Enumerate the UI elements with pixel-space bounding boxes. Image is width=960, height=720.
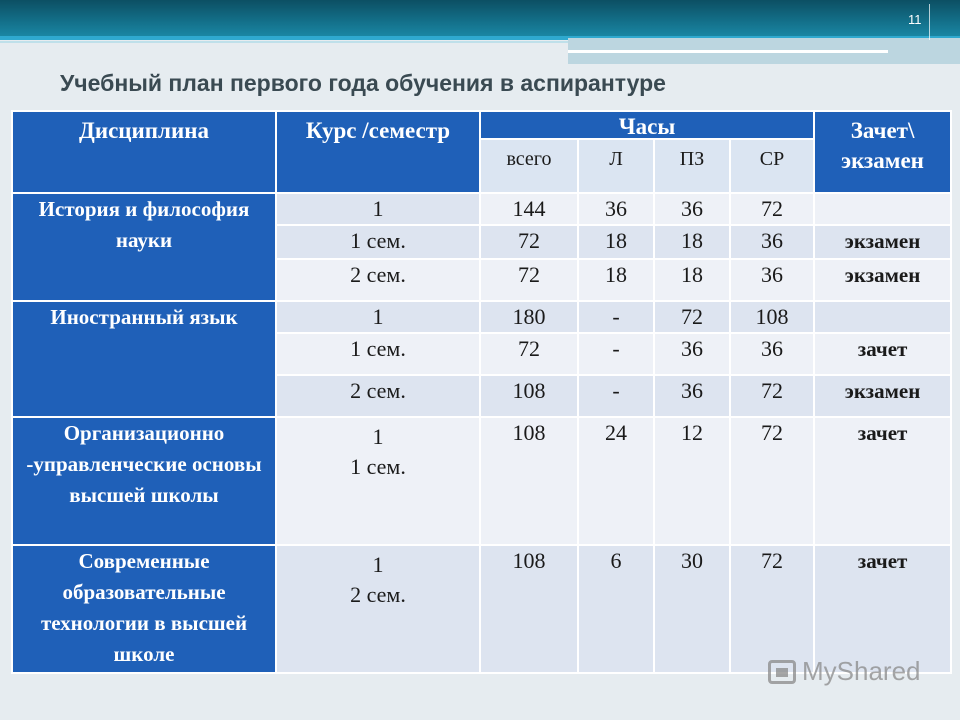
decor-line — [568, 50, 888, 53]
course-year: 1 — [372, 424, 384, 449]
course-semester: 1 сем. — [350, 454, 406, 479]
slide-number-divider — [929, 4, 930, 40]
total-cell: 108 — [480, 545, 578, 673]
exam-cell: зачет — [814, 333, 951, 375]
discipline-cell: Иностранный язык — [12, 301, 276, 417]
self-study-cell: 36 — [730, 225, 814, 259]
course-cell — [276, 545, 480, 673]
practice-cell: 18 — [654, 225, 730, 259]
total-cell: 108 — [480, 375, 578, 417]
course-cell: 1 — [276, 301, 480, 333]
lectures-cell: 6 — [578, 545, 654, 673]
header-discipline: Дисциплина — [12, 111, 276, 193]
exam-cell — [814, 193, 951, 225]
watermark — [768, 656, 921, 687]
header-self-study: СР — [730, 139, 814, 193]
practice-cell: 72 — [654, 301, 730, 333]
self-study-cell: 36 — [730, 333, 814, 375]
lectures-cell: - — [578, 375, 654, 417]
course-cell: 2 сем. — [276, 375, 480, 417]
course-cell: 2 сем. — [276, 259, 480, 301]
discipline-cell: Организационно -управленческие основы высшей школы — [12, 417, 276, 545]
header-course: Курс /семестр — [276, 111, 480, 193]
header-exam: Зачет\ экзамен — [814, 111, 951, 193]
total-cell: 72 — [480, 259, 578, 301]
slide-number: 11 — [908, 12, 922, 27]
course-semester: 2 сем. — [350, 582, 406, 607]
total-cell: 108 — [480, 417, 578, 545]
practice-cell: 36 — [654, 193, 730, 225]
self-study-cell: 72 — [730, 545, 814, 673]
practice-cell: 12 — [654, 417, 730, 545]
total-cell: 72 — [480, 225, 578, 259]
lectures-cell: 18 — [578, 259, 654, 301]
curriculum-table — [11, 110, 952, 674]
practice-cell: 36 — [654, 375, 730, 417]
practice-cell: 18 — [654, 259, 730, 301]
exam-cell: экзамен — [814, 225, 951, 259]
lectures-cell: - — [578, 333, 654, 375]
top-banner — [0, 0, 960, 36]
self-study-cell: 108 — [730, 301, 814, 333]
table-row — [12, 301, 951, 333]
table-row — [12, 193, 951, 225]
discipline-cell: История и философия науки — [12, 193, 276, 301]
course-cell: 1 — [276, 193, 480, 225]
table-row — [12, 545, 951, 673]
course-cell: 1 сем. — [276, 225, 480, 259]
presentation-icon — [768, 660, 796, 684]
table-row — [12, 417, 951, 545]
header-hours: Часы — [480, 111, 814, 139]
exam-cell: экзамен — [814, 259, 951, 301]
lectures-cell: - — [578, 301, 654, 333]
self-study-cell: 72 — [730, 417, 814, 545]
total-cell: 180 — [480, 301, 578, 333]
total-cell: 72 — [480, 333, 578, 375]
exam-cell — [814, 301, 951, 333]
course-cell — [276, 417, 480, 545]
exam-cell: экзамен — [814, 375, 951, 417]
discipline-cell: Современные образовательные технологии в высшей школе — [12, 545, 276, 673]
header-lectures: Л — [578, 139, 654, 193]
self-study-cell: 72 — [730, 193, 814, 225]
exam-cell: зачет — [814, 545, 951, 673]
self-study-cell: 36 — [730, 259, 814, 301]
header-practice: ПЗ — [654, 139, 730, 193]
self-study-cell: 72 — [730, 375, 814, 417]
slide-title: Учебный план первого года обучения в аспирантуре — [60, 70, 666, 96]
watermark-text: MyShared — [802, 656, 921, 686]
practice-cell: 36 — [654, 333, 730, 375]
header-total: всего — [480, 139, 578, 193]
exam-cell: зачет — [814, 417, 951, 545]
course-year: 1 — [372, 552, 384, 577]
practice-cell: 30 — [654, 545, 730, 673]
lectures-cell: 18 — [578, 225, 654, 259]
lectures-cell: 36 — [578, 193, 654, 225]
total-cell: 144 — [480, 193, 578, 225]
lectures-cell: 24 — [578, 417, 654, 545]
course-cell: 1 сем. — [276, 333, 480, 375]
